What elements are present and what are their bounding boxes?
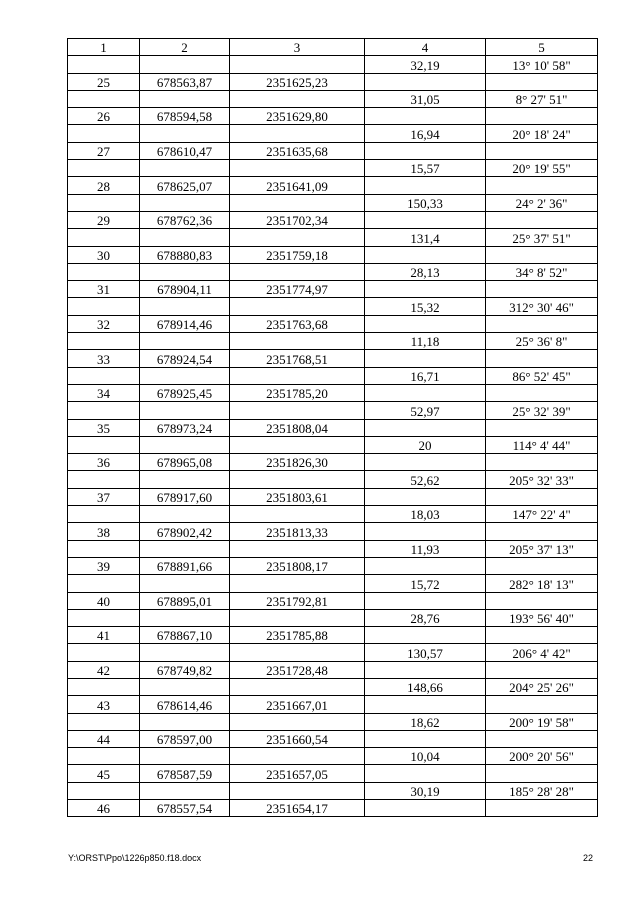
cell-x-coordinate: 678973,24 — [140, 419, 230, 436]
cell-distance: 150,33 — [365, 194, 486, 211]
cell-y-coordinate: 2351808,04 — [230, 419, 365, 436]
cell-y-coordinate — [230, 644, 365, 661]
cell-distance: 131,4 — [365, 229, 486, 246]
cell-x-coordinate — [140, 748, 230, 765]
cell-distance: 52,97 — [365, 402, 486, 419]
table-row — [68, 298, 598, 315]
cell-distance: 28,76 — [365, 609, 486, 626]
cell-distance — [365, 419, 486, 436]
cell-y-coordinate: 2351654,17 — [230, 800, 365, 817]
cell-x-coordinate — [140, 506, 230, 523]
cell-x-coordinate — [140, 678, 230, 695]
cell-x-coordinate: 678762,36 — [140, 211, 230, 228]
table-row — [68, 367, 598, 384]
cell-point-number — [68, 298, 140, 315]
table-row — [68, 800, 598, 817]
header-cell-col-5: 5 — [486, 39, 598, 56]
cell-x-coordinate — [140, 436, 230, 453]
cell-point-number: 28 — [68, 177, 140, 194]
cell-y-coordinate: 2351763,68 — [230, 315, 365, 332]
table-row — [68, 56, 598, 73]
cell-distance: 11,93 — [365, 540, 486, 557]
table-row — [68, 90, 598, 107]
cell-y-coordinate: 2351785,20 — [230, 384, 365, 401]
cell-bearing — [486, 315, 598, 332]
table-row — [68, 782, 598, 799]
cell-distance: 15,32 — [365, 298, 486, 315]
cell-distance: 148,66 — [365, 678, 486, 695]
table-row — [68, 160, 598, 177]
table-row — [68, 540, 598, 557]
cell-distance — [365, 488, 486, 505]
table-row — [68, 471, 598, 488]
cell-distance — [365, 73, 486, 90]
cell-distance — [365, 557, 486, 574]
cell-bearing: 205° 32' 33" — [486, 471, 598, 488]
cell-bearing — [486, 211, 598, 228]
table-row — [68, 402, 598, 419]
cell-y-coordinate: 2351635,68 — [230, 142, 365, 159]
cell-point-number: 38 — [68, 523, 140, 540]
cell-y-coordinate: 2351826,30 — [230, 454, 365, 471]
cell-x-coordinate: 678904,11 — [140, 281, 230, 298]
table-row — [68, 644, 598, 661]
cell-bearing — [486, 696, 598, 713]
cell-distance: 18,03 — [365, 506, 486, 523]
cell-point-number — [68, 782, 140, 799]
cell-point-number: 34 — [68, 384, 140, 401]
cell-y-coordinate — [230, 748, 365, 765]
cell-bearing — [486, 800, 598, 817]
table-row — [68, 575, 598, 592]
cell-x-coordinate — [140, 194, 230, 211]
cell-distance — [365, 350, 486, 367]
table-row — [68, 765, 598, 782]
table-row — [68, 194, 598, 211]
cell-x-coordinate: 678749,82 — [140, 661, 230, 678]
cell-point-number — [68, 506, 140, 523]
table-row — [68, 696, 598, 713]
table-row — [68, 523, 598, 540]
cell-y-coordinate: 2351808,17 — [230, 557, 365, 574]
cell-bearing — [486, 488, 598, 505]
cell-bearing — [486, 350, 598, 367]
cell-x-coordinate — [140, 782, 230, 799]
cell-distance — [365, 384, 486, 401]
cell-x-coordinate — [140, 125, 230, 142]
cell-y-coordinate: 2351667,01 — [230, 696, 365, 713]
cell-x-coordinate — [140, 229, 230, 246]
cell-bearing: 86° 52' 45" — [486, 367, 598, 384]
cell-bearing: 25° 32' 39" — [486, 402, 598, 419]
cell-distance — [365, 246, 486, 263]
table-row — [68, 592, 598, 609]
cell-point-number: 44 — [68, 730, 140, 747]
cell-point-number — [68, 575, 140, 592]
cell-point-number — [68, 56, 140, 73]
table-row — [68, 730, 598, 747]
cell-point-number: 33 — [68, 350, 140, 367]
cell-bearing — [486, 765, 598, 782]
cell-y-coordinate — [230, 436, 365, 453]
cell-point-number: 46 — [68, 800, 140, 817]
cell-x-coordinate — [140, 367, 230, 384]
cell-distance — [365, 627, 486, 644]
cell-distance — [365, 454, 486, 471]
cell-x-coordinate — [140, 644, 230, 661]
cell-bearing — [486, 557, 598, 574]
cell-distance — [365, 108, 486, 125]
cell-point-number — [68, 125, 140, 142]
cell-point-number — [68, 367, 140, 384]
table-row — [68, 557, 598, 574]
cell-distance: 10,04 — [365, 748, 486, 765]
cell-y-coordinate — [230, 540, 365, 557]
cell-point-number — [68, 436, 140, 453]
cell-y-coordinate: 2351759,18 — [230, 246, 365, 263]
cell-point-number: 41 — [68, 627, 140, 644]
cell-point-number — [68, 678, 140, 695]
cell-y-coordinate — [230, 56, 365, 73]
cell-distance: 30,19 — [365, 782, 486, 799]
cell-point-number: 31 — [68, 281, 140, 298]
cell-distance: 15,57 — [365, 160, 486, 177]
table-row — [68, 246, 598, 263]
cell-bearing — [486, 384, 598, 401]
cell-y-coordinate: 2351774,97 — [230, 281, 365, 298]
header-cell-col-3: 3 — [230, 39, 365, 56]
cell-y-coordinate: 2351728,48 — [230, 661, 365, 678]
cell-distance — [365, 315, 486, 332]
cell-bearing — [486, 177, 598, 194]
table-row — [68, 333, 598, 350]
cell-bearing: 206° 4' 42" — [486, 644, 598, 661]
cell-y-coordinate — [230, 125, 365, 142]
cell-x-coordinate: 678965,08 — [140, 454, 230, 471]
cell-x-coordinate: 678563,87 — [140, 73, 230, 90]
table-row — [68, 315, 598, 332]
cell-x-coordinate — [140, 402, 230, 419]
cell-x-coordinate — [140, 575, 230, 592]
cell-y-coordinate: 2351792,81 — [230, 592, 365, 609]
cell-bearing: 282° 18' 13" — [486, 575, 598, 592]
cell-x-coordinate — [140, 471, 230, 488]
cell-x-coordinate — [140, 333, 230, 350]
cell-bearing: 312° 30' 46" — [486, 298, 598, 315]
cell-y-coordinate — [230, 609, 365, 626]
cell-point-number: 29 — [68, 211, 140, 228]
cell-y-coordinate: 2351625,23 — [230, 73, 365, 90]
cell-distance — [365, 765, 486, 782]
cell-point-number — [68, 471, 140, 488]
cell-point-number — [68, 644, 140, 661]
cell-y-coordinate — [230, 402, 365, 419]
cell-point-number: 25 — [68, 73, 140, 90]
header-cell-col-4: 4 — [365, 39, 486, 56]
cell-y-coordinate — [230, 229, 365, 246]
cell-distance: 11,18 — [365, 333, 486, 350]
cell-distance — [365, 523, 486, 540]
cell-y-coordinate — [230, 367, 365, 384]
cell-bearing: 205° 37' 13" — [486, 540, 598, 557]
cell-distance: 20 — [365, 436, 486, 453]
cell-x-coordinate: 678597,00 — [140, 730, 230, 747]
cell-bearing: 200° 20' 56" — [486, 748, 598, 765]
table-row — [68, 263, 598, 280]
cell-distance — [365, 696, 486, 713]
cell-x-coordinate — [140, 56, 230, 73]
table-row — [68, 661, 598, 678]
cell-distance: 18,62 — [365, 713, 486, 730]
cell-y-coordinate — [230, 90, 365, 107]
cell-x-coordinate: 678587,59 — [140, 765, 230, 782]
cell-point-number: 26 — [68, 108, 140, 125]
cell-x-coordinate: 678610,47 — [140, 142, 230, 159]
table-row — [68, 419, 598, 436]
cell-point-number — [68, 263, 140, 280]
cell-y-coordinate — [230, 160, 365, 177]
cell-bearing: 34° 8' 52" — [486, 263, 598, 280]
cell-distance — [365, 592, 486, 609]
cell-bearing: 204° 25' 26" — [486, 678, 598, 695]
cell-distance — [365, 800, 486, 817]
cell-x-coordinate: 678625,07 — [140, 177, 230, 194]
cell-point-number: 39 — [68, 557, 140, 574]
cell-x-coordinate — [140, 263, 230, 280]
table-row — [68, 609, 598, 626]
cell-distance — [365, 281, 486, 298]
cell-point-number — [68, 229, 140, 246]
cell-x-coordinate: 678594,58 — [140, 108, 230, 125]
cell-y-coordinate — [230, 263, 365, 280]
cell-x-coordinate: 678917,60 — [140, 488, 230, 505]
cell-distance: 16,94 — [365, 125, 486, 142]
cell-x-coordinate — [140, 713, 230, 730]
cell-bearing — [486, 108, 598, 125]
cell-point-number: 32 — [68, 315, 140, 332]
cell-y-coordinate — [230, 194, 365, 211]
cell-bearing — [486, 142, 598, 159]
cell-distance — [365, 142, 486, 159]
table-row — [68, 125, 598, 142]
cell-bearing: 13° 10' 58" — [486, 56, 598, 73]
cell-point-number: 30 — [68, 246, 140, 263]
cell-point-number — [68, 609, 140, 626]
cell-y-coordinate: 2351629,80 — [230, 108, 365, 125]
footer-file-path: Y:\ORST\Ppo\1226p850.f18.docx — [68, 853, 202, 863]
cell-bearing — [486, 661, 598, 678]
cell-x-coordinate: 678895,01 — [140, 592, 230, 609]
cell-bearing: 185° 28' 28" — [486, 782, 598, 799]
cell-bearing: 25° 36' 8" — [486, 333, 598, 350]
table-row — [68, 229, 598, 246]
table-row — [68, 713, 598, 730]
table-header-row — [68, 39, 598, 56]
cell-point-number: 43 — [68, 696, 140, 713]
cell-point-number: 27 — [68, 142, 140, 159]
cell-x-coordinate: 678902,42 — [140, 523, 230, 540]
cell-y-coordinate — [230, 575, 365, 592]
cell-distance: 52,62 — [365, 471, 486, 488]
cell-x-coordinate — [140, 540, 230, 557]
table-body — [68, 56, 598, 817]
table-row — [68, 73, 598, 90]
cell-point-number — [68, 540, 140, 557]
footer-page-number: 22 — [582, 853, 593, 863]
table-row — [68, 506, 598, 523]
cell-distance — [365, 177, 486, 194]
cell-y-coordinate: 2351660,54 — [230, 730, 365, 747]
cell-bearing: 20° 19' 55" — [486, 160, 598, 177]
cell-y-coordinate — [230, 298, 365, 315]
table-row — [68, 488, 598, 505]
cell-bearing: 25° 37' 51" — [486, 229, 598, 246]
cell-bearing: 8° 27' 51" — [486, 90, 598, 107]
cell-bearing: 200° 19' 58" — [486, 713, 598, 730]
cell-x-coordinate: 678880,83 — [140, 246, 230, 263]
cell-x-coordinate — [140, 298, 230, 315]
cell-point-number — [68, 748, 140, 765]
cell-distance: 32,19 — [365, 56, 486, 73]
cell-bearing — [486, 523, 598, 540]
cell-y-coordinate: 2351657,05 — [230, 765, 365, 782]
cell-x-coordinate: 678914,46 — [140, 315, 230, 332]
cell-point-number: 37 — [68, 488, 140, 505]
cell-point-number: 40 — [68, 592, 140, 609]
table-row — [68, 281, 598, 298]
cell-y-coordinate — [230, 333, 365, 350]
cell-bearing: 24° 2' 36" — [486, 194, 598, 211]
cell-bearing: 20° 18' 24" — [486, 125, 598, 142]
cell-point-number: 42 — [68, 661, 140, 678]
cell-bearing — [486, 592, 598, 609]
table-row — [68, 627, 598, 644]
cell-y-coordinate — [230, 713, 365, 730]
cell-y-coordinate: 2351702,34 — [230, 211, 365, 228]
cell-distance: 130,57 — [365, 644, 486, 661]
cell-y-coordinate: 2351785,88 — [230, 627, 365, 644]
cell-distance — [365, 661, 486, 678]
cell-x-coordinate — [140, 90, 230, 107]
cell-point-number — [68, 194, 140, 211]
cell-distance: 31,05 — [365, 90, 486, 107]
cell-x-coordinate: 678924,54 — [140, 350, 230, 367]
table-row — [68, 350, 598, 367]
cell-bearing — [486, 281, 598, 298]
cell-point-number: 35 — [68, 419, 140, 436]
table-row — [68, 436, 598, 453]
cell-bearing: 114° 4' 44" — [486, 436, 598, 453]
cell-point-number — [68, 160, 140, 177]
table-row — [68, 211, 598, 228]
cell-bearing — [486, 627, 598, 644]
cell-x-coordinate — [140, 160, 230, 177]
cell-distance: 15,72 — [365, 575, 486, 592]
cell-y-coordinate — [230, 678, 365, 695]
cell-x-coordinate: 678614,46 — [140, 696, 230, 713]
cell-x-coordinate: 678925,45 — [140, 384, 230, 401]
table-row — [68, 108, 598, 125]
cell-point-number — [68, 713, 140, 730]
cell-distance — [365, 211, 486, 228]
cell-bearing — [486, 730, 598, 747]
cell-point-number: 36 — [68, 454, 140, 471]
table-row — [68, 142, 598, 159]
cell-y-coordinate: 2351803,61 — [230, 488, 365, 505]
cell-bearing — [486, 246, 598, 263]
cell-x-coordinate: 678867,10 — [140, 627, 230, 644]
table-row — [68, 177, 598, 194]
coordinates-table — [67, 38, 598, 817]
cell-distance: 16,71 — [365, 367, 486, 384]
cell-y-coordinate: 2351641,09 — [230, 177, 365, 194]
table-row — [68, 454, 598, 471]
cell-bearing: 147° 22' 4" — [486, 506, 598, 523]
cell-distance: 28,13 — [365, 263, 486, 280]
table-row — [68, 748, 598, 765]
cell-y-coordinate: 2351813,33 — [230, 523, 365, 540]
cell-distance — [365, 730, 486, 747]
table-row — [68, 384, 598, 401]
cell-x-coordinate: 678891,66 — [140, 557, 230, 574]
cell-point-number — [68, 402, 140, 419]
cell-bearing — [486, 73, 598, 90]
header-cell-col-2: 2 — [140, 39, 230, 56]
cell-point-number: 45 — [68, 765, 140, 782]
cell-x-coordinate — [140, 609, 230, 626]
cell-y-coordinate — [230, 471, 365, 488]
cell-bearing: 193° 56' 40" — [486, 609, 598, 626]
table-row — [68, 678, 598, 695]
cell-point-number — [68, 333, 140, 350]
cell-x-coordinate: 678557,54 — [140, 800, 230, 817]
cell-y-coordinate: 2351768,51 — [230, 350, 365, 367]
cell-bearing — [486, 419, 598, 436]
cell-point-number — [68, 90, 140, 107]
cell-y-coordinate — [230, 782, 365, 799]
header-cell-col-1: 1 — [68, 39, 140, 56]
cell-bearing — [486, 454, 598, 471]
cell-y-coordinate — [230, 506, 365, 523]
